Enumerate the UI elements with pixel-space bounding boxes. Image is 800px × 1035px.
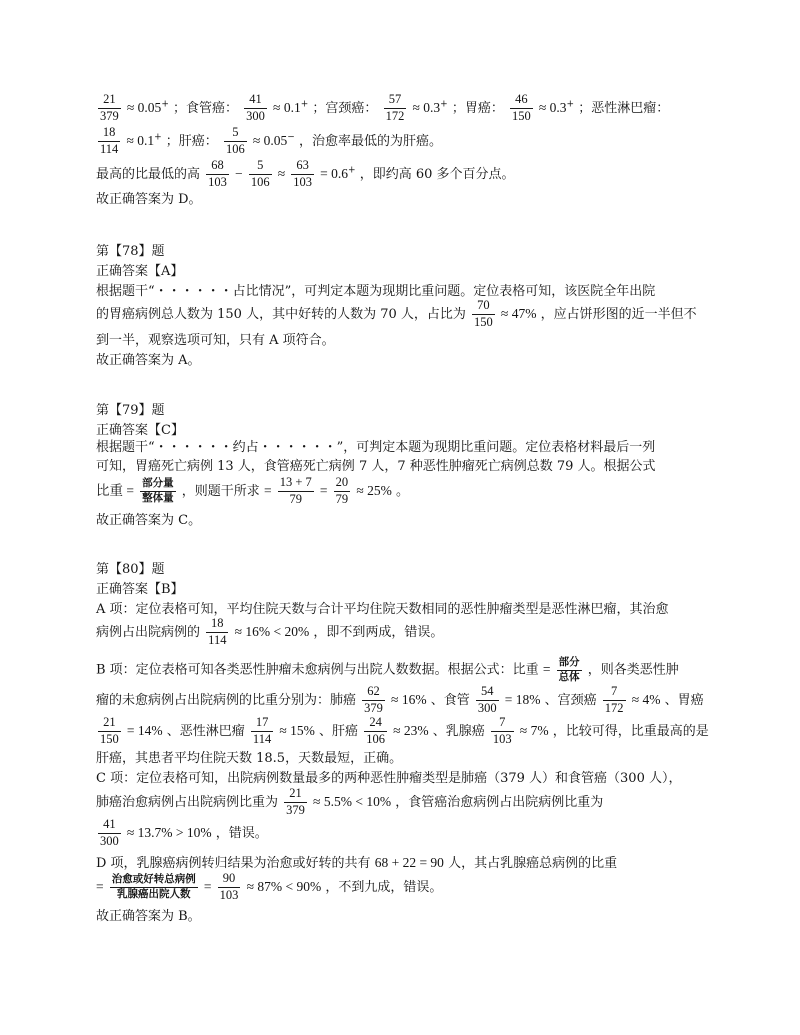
option-c-line-1: C 项：定位表格可知，出院病例数量最多的两种恶性肿瘤类型是肺癌（379 人）和食管癌（300 人）， (96, 771, 682, 786)
s78-line-2: 的胃癌病例总人数为 150 人，其中好转的人数为 70 人，占比为 $\frac{70}{150}$ ≈ 47% ，应占饼形图的近一半但不 (96, 298, 697, 329)
s79-conclusion: 故正确答案为 C。 (96, 513, 202, 528)
s79-line-3: 比重 = $\frac{\text{部分量}}{\text{整体量}}$ ，则题干所求 = $\frac{13 + 7}{79}$ = $\frac{20}{79}$ ≈ 25% 。 (96, 475, 409, 506)
option-a-line-1: A 项：定位表格可知，平均住院天数与合计平均住院天数相同的恶性肿瘤类型是恶性淋巴瘤，其治愈 (96, 602, 669, 617)
option-d-line-2: = $\frac{\text{治愈或好转总病例}}{\text{乳腺癌出院人数}}$ = $\frac{90}{103}$ ≈ 87% < 90% ，不到九成，错误。 (96, 871, 443, 902)
fraction: $\frac{70}{150}$ (474, 298, 493, 329)
fraction: $\frac{46}{150}$ (511, 92, 531, 123)
option-b-line-2: 瘤的未愈病例占出院病例的比重分别为：肺癌 $\frac{62}{379}$ ≈ 16% 、食管 $\frac{54}{300}$ = 18% 、宫颈癌 $\frac{7}{172}$ ≈ 4% 、胃癌 (96, 684, 704, 715)
option-a-line-2: 病例占出院病例的 $\frac{18}{114}$ ≈ 16% < 20% ，即不到两成，错误。 (96, 616, 444, 647)
option-c-line-2: 肺癌治愈病例占出院病例比重为 $\frac{21}{379}$ ≈ 5.5% < 10% ，食管癌治愈病例占出院病例比重为 (96, 786, 604, 817)
fraction: $\frac{20}{79}$ (335, 475, 349, 506)
s78-line-1: 根据题干“・・・・・・占比情况”，可判定本题为现期比重问题。定位表格可知，该医院全年出院 (96, 284, 656, 299)
fraction: $\frac{21}{379}$ (100, 92, 119, 123)
s80-conclusion: 故正确答案为 B。 (96, 909, 201, 924)
fraction: $\frac{18}{114}$ (208, 616, 227, 647)
fraction: $\frac{\text{部分量}}{\text{整体量}}$ (142, 477, 174, 504)
s77-line-3: 最高的比最低的高 $\frac{68}{103}$ − $\frac{5}{106}$ ≈ $\frac{63}{103}$ = 0.6+ ，即约高 60 多个百分点。 (96, 158, 515, 189)
option-b-line-4: 肝癌，其患者平均住院天数 18.5，天数最短，正确。 (96, 751, 403, 766)
answer-78: 正确答案【A】 (96, 264, 184, 279)
s77-line-2: $\frac{18}{114}$ ≈ 0.1+ ；肝癌： $\frac{5}{106}$ ≈ 0.05− ，治愈率最低的为肝癌。 (100, 125, 442, 156)
s78-line-3: 到一半，观察选项可知，只有 A 项符合。 (96, 333, 335, 348)
fraction: $\frac{\text{部分}}{\text{总体}}$ (558, 656, 580, 683)
fraction: $\frac{41}{300}$ (246, 92, 265, 123)
s77-conclusion: 故正确答案为 D。 (96, 192, 202, 207)
question-title-79: 第【79】题 (96, 403, 165, 418)
option-b-line-3: $\frac{21}{150}$ = 14% 、恶性淋巴瘤 $\frac{17}{114}$ ≈ 15% 、肝癌 $\frac{24}{106}$ ≈ 23% 、乳腺癌 $\frac{7}{103}$ ≈ 7% ，比较可得，比重最高的是 (100, 715, 709, 746)
fraction: $\frac{7}{172}$ (604, 684, 624, 715)
option-b-line-1: B 项：定位表格可知各类恶性肿瘤未愈病例与出院人数数据。根据公式：比重 = $\frac{\text{部分}}{\text{总体}}$ ，则各类恶性肿 (96, 656, 679, 683)
fraction: $\frac{13 + 7}{79}$ (279, 475, 312, 506)
s77-line-1: $\frac{21}{379}$ ≈ 0.05+ ；食管癌： $\frac{41}{300}$ ≈ 0.1+ ；宫颈癌： $\frac{57}{172}$ ≈ 0.3+ ；胃癌： $\frac{46}{150}$ ≈ 0.3+ ；恶性淋巴瘤： (100, 92, 670, 123)
fraction: $\frac{62}{379}$ (364, 684, 383, 715)
fraction: $\frac{90}{103}$ (219, 871, 239, 902)
fraction: $\frac{54}{300}$ (477, 684, 497, 715)
question-title-78: 第【78】题 (96, 244, 165, 259)
option-d-line-1: D 项，乳腺癌病例转归结果为治愈或好转的共有 68 + 22 = 90 人，其占乳腺癌总病例的比重 (96, 855, 618, 871)
fraction: $\frac{5}{106}$ (250, 158, 270, 189)
fraction: $\frac{41}{300}$ (100, 817, 119, 848)
fraction: $\frac{\text{治愈或好转总病例}}{\text{乳腺癌出院人数}}$ (111, 873, 196, 900)
s79-line-1: 根据题干“・・・・・・约占・・・・・・”，可判定本题为现期比重问题。定位表格材料最后一列 (96, 440, 656, 455)
fraction: $\frac{17}{114}$ (252, 715, 272, 746)
option-c-line-3: $\frac{41}{300}$ ≈ 13.7% > 10% ，错误。 (100, 817, 268, 848)
fraction: $\frac{7}{103}$ (492, 715, 512, 746)
answer-79: 正确答案【C】 (96, 423, 184, 438)
fraction: $\frac{5}{106}$ (225, 125, 245, 156)
fraction: $\frac{24}{106}$ (366, 715, 385, 746)
fraction: $\frac{21}{379}$ (286, 786, 305, 817)
fraction: $\frac{63}{103}$ (293, 158, 313, 189)
question-title-80: 第【80】题 (96, 562, 165, 577)
answer-80: 正确答案【B】 (96, 582, 184, 597)
fraction: $\frac{68}{103}$ (208, 158, 227, 189)
fraction: $\frac{57}{172}$ (385, 92, 405, 123)
fraction: $\frac{21}{150}$ (100, 715, 119, 746)
fraction: $\frac{18}{114}$ (100, 125, 119, 156)
s78-conclusion: 故正确答案为 A。 (96, 353, 201, 368)
s79-line-2: 可知，胃癌死亡病例 13 人，食管癌死亡病例 7 人，7 种恶性肿瘤死亡病例总数 79 人。根据公式 (96, 459, 656, 474)
